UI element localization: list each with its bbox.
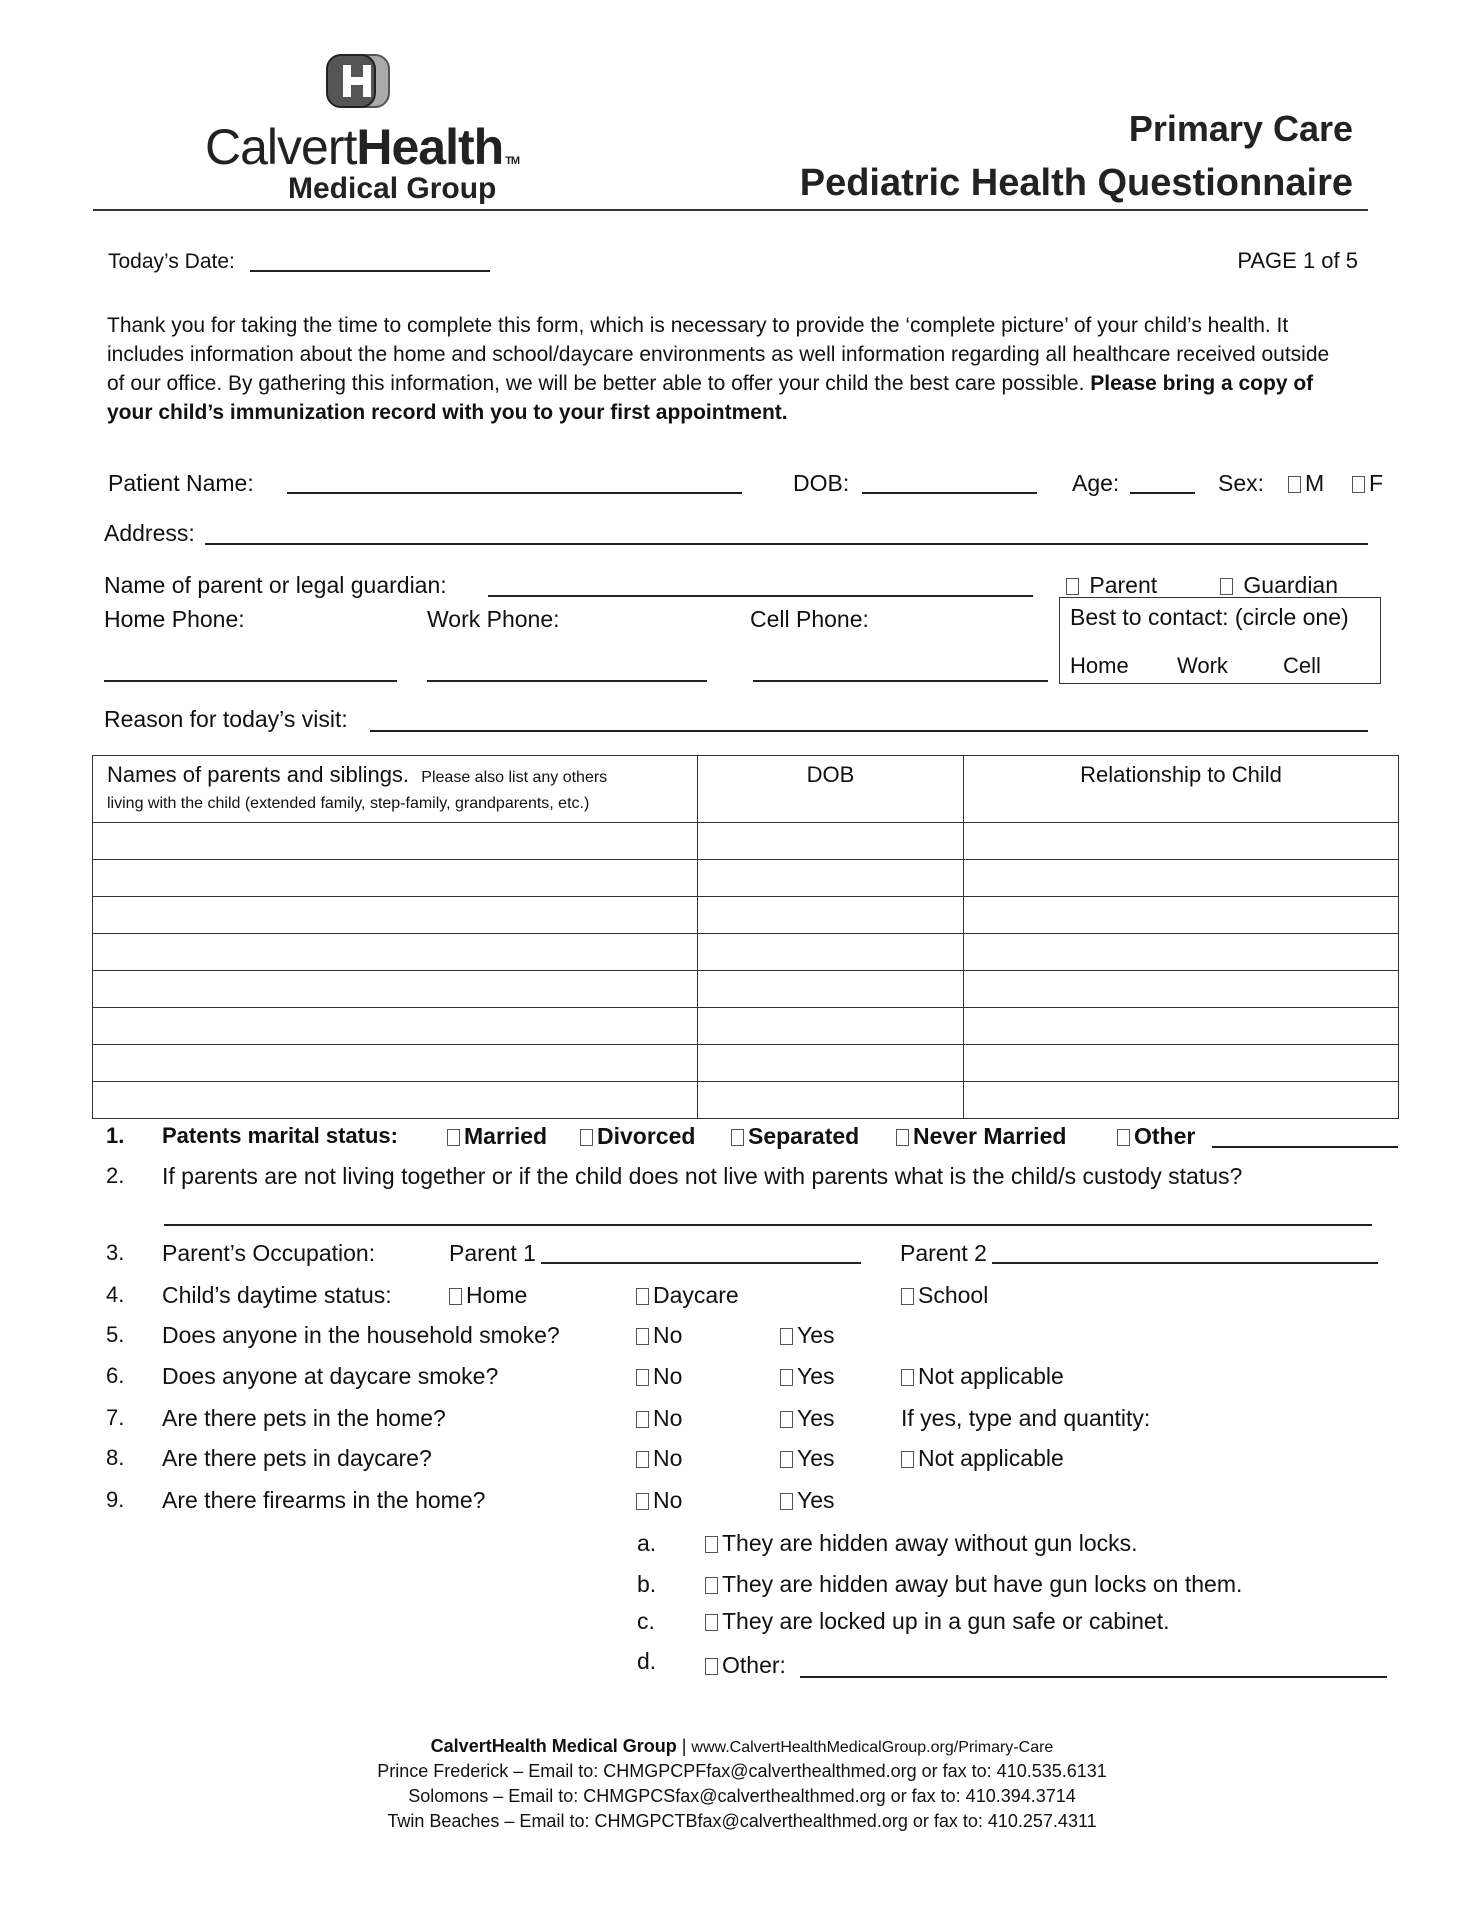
column-header-dob: DOB (698, 756, 964, 823)
sex-label: Sex: (1218, 470, 1265, 496)
checkbox-icon[interactable] (447, 1129, 460, 1146)
dob-cell[interactable] (698, 1008, 964, 1045)
q9-option-yes-label: Yes (797, 1487, 835, 1513)
patient-name-label: Patient Name: (108, 470, 254, 496)
q5-option-no[interactable] (636, 1322, 682, 1349)
q3-parent1-label: Parent 1 (449, 1240, 536, 1266)
q1-option-other-label: Other (1134, 1123, 1196, 1149)
q4-option-daycare-label: Daycare (653, 1282, 739, 1308)
reason-field[interactable] (370, 730, 1368, 732)
checkbox-icon[interactable] (705, 1536, 718, 1553)
name-cell[interactable] (93, 1045, 698, 1082)
intro-paragraph (107, 311, 1347, 427)
intro-bold-text: Please bring a copy of your child’s immunization record with you to your first appointment. (107, 372, 1314, 424)
q4-option-home[interactable] (449, 1282, 527, 1309)
best-contact-work[interactable]: Work (1177, 653, 1228, 678)
q5-number: 5. (106, 1322, 125, 1347)
checkbox-icon[interactable] (901, 1288, 914, 1305)
q8-number: 8. (106, 1445, 125, 1470)
table-row (93, 823, 1399, 860)
relationship-cell[interactable] (964, 1008, 1399, 1045)
dob-cell[interactable] (698, 1045, 964, 1082)
name-cell[interactable] (93, 823, 698, 860)
q5-option-yes-label: Yes (797, 1322, 835, 1348)
q3-number: 3. (106, 1240, 125, 1265)
q9d-other-field[interactable] (800, 1676, 1387, 1678)
work-phone-label: Work Phone: (427, 606, 560, 632)
q9-option-yes[interactable] (780, 1487, 835, 1514)
q4-option-home-label: Home (466, 1282, 528, 1308)
q9-option-no[interactable] (636, 1487, 682, 1514)
q9b-option-label: They are hidden away but have gun locks on them. (722, 1571, 1243, 1597)
sex-option-f-label: F (1369, 470, 1384, 496)
checkbox-icon[interactable] (449, 1288, 462, 1305)
name-cell[interactable] (93, 971, 698, 1008)
relationship-cell[interactable] (964, 934, 1399, 971)
footer-separator: | (676, 1736, 692, 1756)
cell-phone-label: Cell Phone: (750, 606, 869, 632)
checkbox-icon[interactable] (901, 1451, 914, 1468)
q7-label: Are there pets in the home? (162, 1405, 446, 1431)
checkbox-icon[interactable] (780, 1451, 793, 1468)
name-cell[interactable] (93, 1082, 698, 1119)
q2-number: 2. (106, 1163, 125, 1188)
checkbox-icon[interactable] (731, 1129, 744, 1146)
reason-label: Reason for today’s visit: (104, 706, 348, 732)
q9a-letter: a. (637, 1530, 657, 1556)
todays-date-label: Today’s Date: (108, 250, 235, 273)
q8-label: Are there pets in daycare? (162, 1445, 432, 1471)
q6-label: Does anyone at daycare smoke? (162, 1363, 499, 1389)
name-cell[interactable] (93, 897, 698, 934)
calverthealth-h-logo-icon (323, 53, 393, 109)
table-row (93, 934, 1399, 971)
guardian-type-guardian-label: Guardian (1243, 572, 1339, 598)
best-contact-home[interactable]: Home (1070, 653, 1129, 678)
document-title-line2: Pediatric Health Questionnaire (799, 162, 1353, 204)
q1-number: 1. (106, 1123, 125, 1148)
q9c-option-label: They are locked up in a gun safe or cabinet. (722, 1608, 1170, 1634)
brand-light: Calvert (205, 119, 357, 175)
dob-cell[interactable] (698, 823, 964, 860)
age-field[interactable] (1130, 492, 1195, 494)
checkbox-icon[interactable] (705, 1658, 718, 1675)
relationship-cell[interactable] (964, 1082, 1399, 1119)
q9d-option-label: Other: (722, 1652, 786, 1678)
todays-date-field[interactable] (250, 270, 490, 272)
q8-option-no[interactable] (636, 1445, 682, 1472)
names-header-note-1: Please also list any others (421, 769, 608, 786)
q5-option-no-label: No (653, 1322, 683, 1348)
checkbox-icon[interactable] (1117, 1129, 1130, 1146)
checkbox-icon[interactable] (901, 1369, 914, 1386)
checkbox-icon[interactable] (1352, 476, 1365, 493)
sex-option-f[interactable] (1352, 470, 1383, 497)
q1-option-other[interactable] (1117, 1123, 1195, 1150)
guardian-type-parent[interactable] (1066, 572, 1157, 599)
table-row (93, 1045, 1399, 1082)
checkbox-icon[interactable] (580, 1129, 593, 1146)
name-cell[interactable] (93, 1008, 698, 1045)
address-field[interactable] (205, 543, 1368, 545)
q2-custody-field[interactable] (164, 1224, 1372, 1226)
table-row (93, 971, 1399, 1008)
dob-cell[interactable] (698, 860, 964, 897)
checkbox-icon[interactable] (780, 1328, 793, 1345)
relationship-cell[interactable] (964, 823, 1399, 860)
brand-bold: Health (356, 119, 504, 175)
q7-option-no-label: No (653, 1405, 683, 1431)
intro-text: Thank you for taking the time to complete this form, which is necessary to provide the ‘complete picture’ of your child’s health. It includes information about the home and school/daycare environments as well information regarding all healthcare received outside of our office. By gathering this information, we will be better able to offer your child the best care possible. (107, 314, 1330, 395)
footer-org-line (0, 1736, 1484, 1757)
names-header-main: Names of parents and siblings. (107, 762, 410, 787)
checkbox-icon[interactable] (636, 1369, 649, 1386)
table-row (93, 1008, 1399, 1045)
q4-option-daycare[interactable] (636, 1282, 739, 1309)
checkbox-icon[interactable] (896, 1129, 909, 1146)
best-contact-cell[interactable]: Cell (1283, 653, 1321, 678)
q3-parent1-field[interactable] (541, 1262, 861, 1264)
name-cell[interactable] (93, 934, 698, 971)
q6-option-no-label: No (653, 1363, 683, 1389)
q3-parent2-label: Parent 2 (900, 1240, 987, 1266)
q9-option-no-label: No (653, 1487, 683, 1513)
document-title-line1: Primary Care (1128, 108, 1353, 149)
checkbox-icon[interactable] (780, 1493, 793, 1510)
work-phone-field[interactable] (427, 680, 707, 682)
q6-option-not-applicable-label: Not applicable (918, 1363, 1064, 1389)
q1-other-field[interactable] (1212, 1146, 1398, 1148)
checkbox-icon[interactable] (636, 1328, 649, 1345)
guardian-name-field[interactable] (488, 595, 1033, 597)
q9c-option[interactable] (705, 1608, 1170, 1635)
q7-option-no[interactable] (636, 1405, 682, 1432)
dob-cell[interactable] (698, 971, 964, 1008)
table-row (93, 897, 1399, 934)
q2-label: If parents are not living together or if the child does not live with parents what is the child/s custody status? (162, 1163, 1243, 1189)
checkbox-icon[interactable] (705, 1614, 718, 1631)
footer-url[interactable]: www.CalvertHealthMedicalGroup.org/Primary-Care (691, 1739, 1054, 1756)
address-label: Address: (104, 520, 195, 546)
q9d-option[interactable] (705, 1652, 786, 1679)
dob-label: DOB: (793, 470, 850, 496)
q5-label: Does anyone in the household smoke? (162, 1322, 560, 1348)
dob-cell[interactable] (698, 934, 964, 971)
q7-option-yes-label: Yes (797, 1405, 835, 1431)
q9d-letter: d. (637, 1648, 657, 1674)
q3-parent2-field[interactable] (992, 1262, 1378, 1264)
q9b-letter: b. (637, 1571, 657, 1597)
home-phone-field[interactable] (104, 680, 397, 682)
relationship-cell[interactable] (964, 860, 1399, 897)
sex-option-m[interactable] (1288, 470, 1324, 497)
q1-option-married[interactable] (447, 1123, 547, 1150)
checkbox-icon[interactable] (1066, 578, 1079, 595)
relationship-cell[interactable] (964, 971, 1399, 1008)
q4-label: Child’s daytime status: (162, 1282, 392, 1308)
q8-option-no-label: No (653, 1445, 683, 1471)
relationship-cell[interactable] (964, 1045, 1399, 1082)
q9a-option[interactable] (705, 1530, 1138, 1557)
q1-option-married-label: Married (464, 1123, 548, 1149)
q1-option-divorced[interactable] (580, 1123, 695, 1150)
cell-phone-field[interactable] (753, 680, 1048, 682)
q6-option-yes[interactable] (780, 1363, 835, 1390)
checkbox-icon[interactable] (636, 1493, 649, 1510)
q8-option-not-applicable-label: Not applicable (918, 1445, 1064, 1471)
q3-label: Parent’s Occupation: (162, 1240, 376, 1266)
column-header-names (93, 756, 698, 823)
q7-number: 7. (106, 1405, 125, 1430)
q8-option-yes-label: Yes (797, 1445, 835, 1471)
dob-field[interactable] (862, 492, 1037, 494)
checkbox-icon[interactable] (1220, 578, 1233, 595)
checkbox-icon[interactable] (1288, 476, 1301, 493)
q9-label: Are there firearms in the home? (162, 1487, 486, 1513)
age-label: Age: (1072, 470, 1120, 496)
q4-number: 4. (106, 1282, 125, 1307)
footer-location-solomons: Solomons – Email to: CHMGPCSfax@calverthealthmed.org or fax to: 410.394.3714 (408, 1786, 1076, 1806)
q9b-option[interactable] (705, 1571, 1242, 1598)
q9c-letter: c. (637, 1608, 655, 1634)
guardian-name-label: Name of parent or legal guardian: (104, 572, 447, 598)
table-header-row (93, 756, 1399, 823)
footer-location-prince-frederick: Prince Frederick – Email to: CHMGPCPFfax@calverthealthmed.org or fax to: 410.535.6131 (377, 1761, 1107, 1781)
patient-name-field[interactable] (287, 492, 742, 494)
q1-option-divorced-label: Divorced (597, 1123, 696, 1149)
q6-option-yes-label: Yes (797, 1363, 835, 1389)
header-divider (93, 209, 1368, 211)
relationship-cell[interactable] (964, 897, 1399, 934)
q9a-option-label: They are hidden away without gun locks. (722, 1530, 1138, 1556)
q6-option-no[interactable] (636, 1363, 682, 1390)
names-header-note-2: living with the child (extended family, step-family, grandparents, etc.) (107, 795, 590, 812)
brand-name (205, 118, 519, 176)
best-contact-box (1059, 597, 1381, 684)
q6-number: 6. (106, 1363, 125, 1388)
guardian-type-guardian[interactable] (1220, 572, 1338, 599)
best-contact-label: Best to contact: (circle one) (1070, 604, 1349, 630)
q1-option-separated[interactable] (731, 1123, 859, 1150)
checkbox-icon[interactable] (780, 1369, 793, 1386)
q7-option-yes[interactable] (780, 1405, 835, 1432)
footer-org: CalvertHealth Medical Group (430, 1736, 677, 1756)
q4-option-school[interactable] (901, 1282, 988, 1309)
q1-option-never-married-label: Never Married (913, 1123, 1067, 1149)
page-indicator: PAGE 1 of 5 (1237, 248, 1358, 273)
checkbox-icon[interactable] (636, 1411, 649, 1428)
column-header-relationship: Relationship to Child (964, 756, 1399, 823)
trademark: TM (505, 155, 520, 167)
table-row (93, 860, 1399, 897)
q7-pets-type-quantity-label: If yes, type and quantity: (901, 1405, 1151, 1431)
q1-option-never-married[interactable] (896, 1123, 1066, 1150)
sub-brand: Medical Group (288, 172, 497, 205)
q6-option-not-applicable[interactable] (901, 1363, 1064, 1390)
q8-option-not-applicable[interactable] (901, 1445, 1064, 1472)
sex-option-m-label: M (1305, 470, 1325, 496)
q9-number: 9. (106, 1487, 125, 1512)
home-phone-label: Home Phone: (104, 606, 245, 632)
checkbox-icon[interactable] (636, 1451, 649, 1468)
checkbox-icon[interactable] (636, 1288, 649, 1305)
table-row (93, 1082, 1399, 1119)
dob-cell[interactable] (698, 1082, 964, 1119)
name-cell[interactable] (93, 860, 698, 897)
q1-label: Patents marital status: (162, 1123, 398, 1148)
q5-option-yes[interactable] (780, 1322, 835, 1349)
dob-cell[interactable] (698, 897, 964, 934)
footer-location-twin-beaches: Twin Beaches – Email to: CHMGPCTBfax@calverthealthmed.org or fax to: 410.257.4311 (387, 1811, 1097, 1831)
family-members-table (92, 755, 1399, 1119)
q4-option-school-label: School (918, 1282, 989, 1308)
checkbox-icon[interactable] (705, 1577, 718, 1594)
checkbox-icon[interactable] (780, 1411, 793, 1428)
q8-option-yes[interactable] (780, 1445, 835, 1472)
guardian-type-parent-label: Parent (1089, 572, 1158, 598)
q1-option-separated-label: Separated (748, 1123, 860, 1149)
